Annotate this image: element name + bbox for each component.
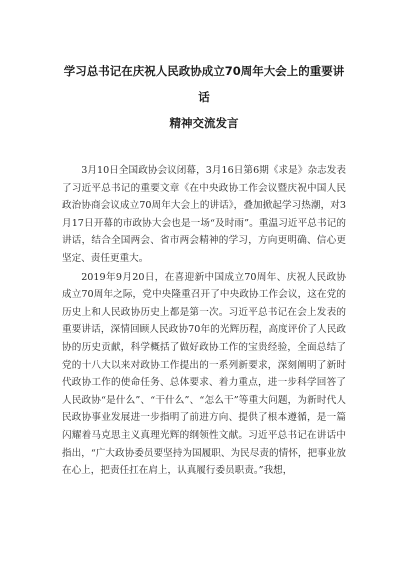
document-body [62,162,346,480]
document-title [62,58,346,136]
title-line-1: 学习总书记在庆祝人民政协成立70周年大会上的重要讲话 [63,64,345,104]
paragraph-2: 2019年9月20日，在喜迎新中国成立70周年、庆祝人民政协成立70周年之际，党中央隆重召开了中央政协工作会议，这在党的历史上和人民政协历史上都是第一次。习近平总书记在会上发表的重要讲话，深情回顾人民政协70年的光辉历程，高度评价了人民政协的历史贡献，科学概括了做好政协工作的宝贵经验，全面总结了党的十八大以来对政协工作提出的一系列新要求，深刻阐明了新时代政协工作的使命任务、总体要求、着力重点，进一步科学回答了人民政协“是什么”、“干什么”、“怎么干”等重大问题，为新时代人民政协事业发展进一步指明了前进方向、提供了根本遵循，是一篇闪耀着马克思主义真理光辉的纲领性文献。习近平总书记在讲话中指出，“广大政协委员要坚持为国履职、为民尽责的情怀，把事业放在心上，把责任扛在肩上，认真履行委员职责。”我想， [62,271,346,477]
paragraph-1: 3月10日全国政协会议闭幕，3月16日第6期《求是》杂志发表了习近平总书记的重要文章《在中央政协工作会议暨庆祝中国人民政治协商会议成立70周年大会上的讲话》，叠加掀起学习热潮，对3月17日开幕的市政协大会也是一场“及时雨”。重温习近平总书记的讲话，结合全国两会、省市两会精神的学习，方向更明确、信心更坚定、责任更重大。 [62,165,346,264]
title-line-2: 精神交流发言 [169,116,239,130]
